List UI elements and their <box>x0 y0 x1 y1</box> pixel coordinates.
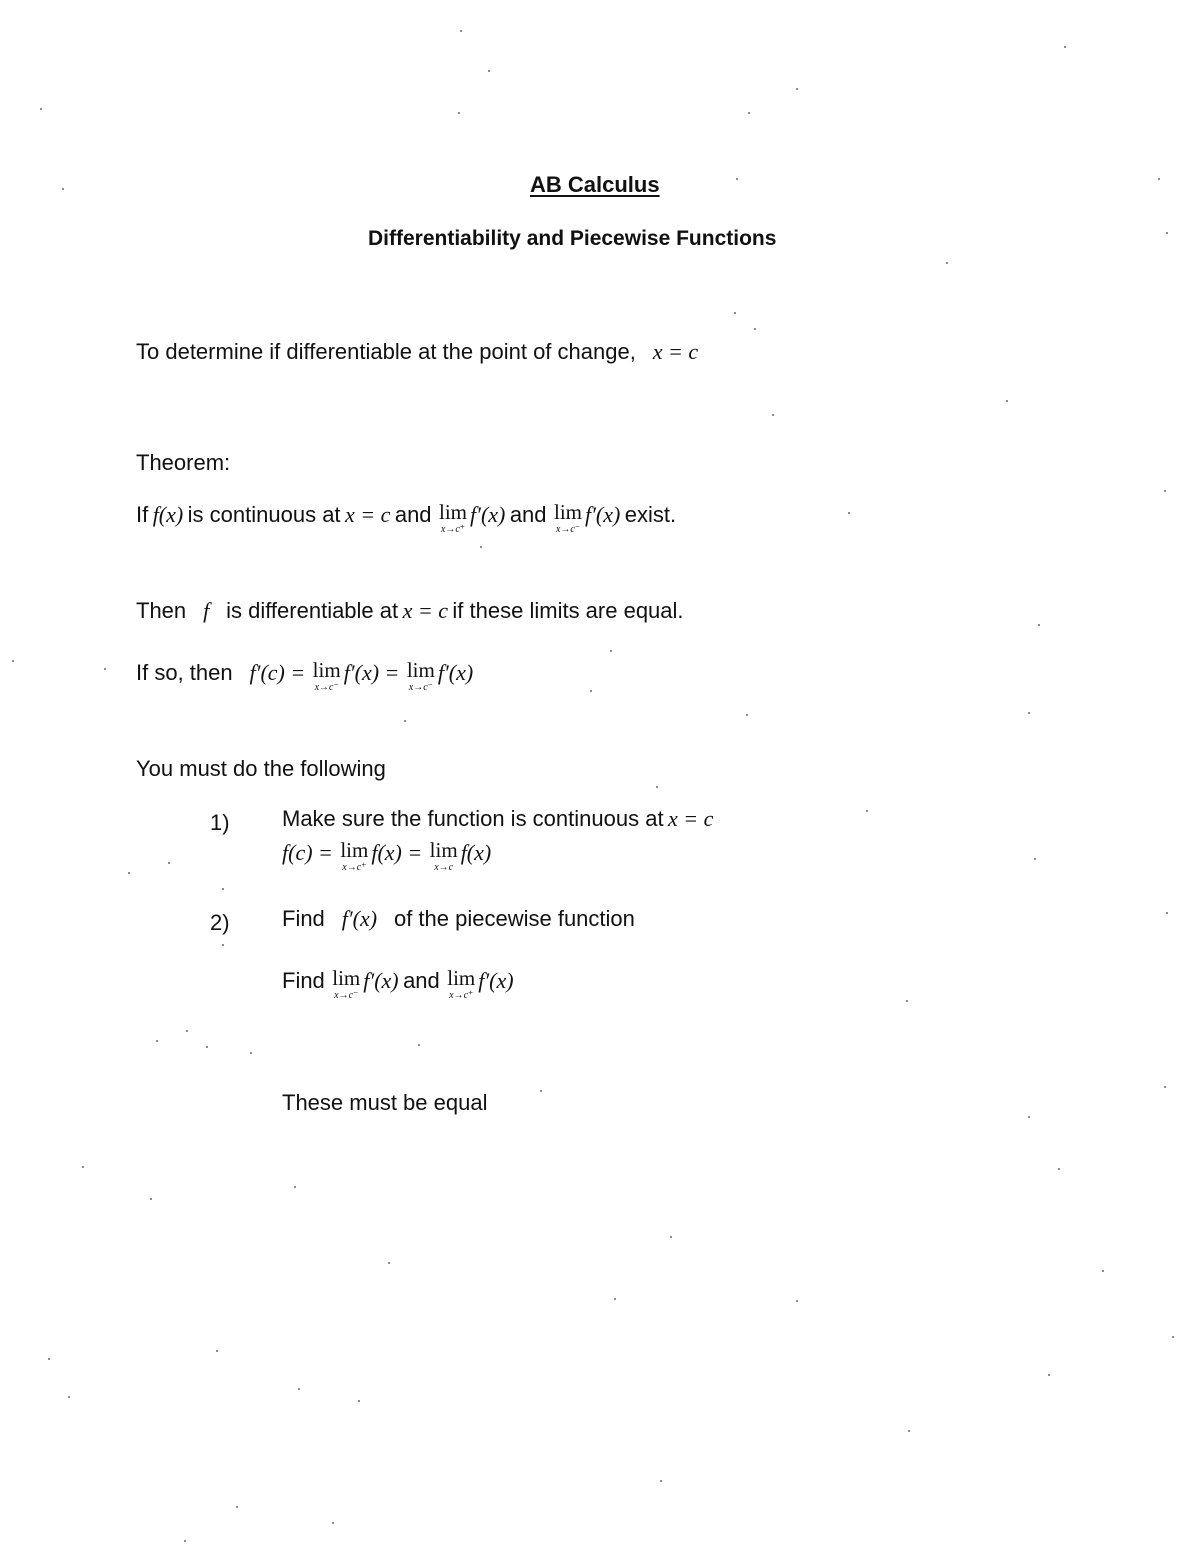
f-symbol: f <box>203 598 210 623</box>
limit-c <box>430 840 458 873</box>
step-2-number: 2) <box>210 910 230 935</box>
lim-word: lim <box>312 658 341 682</box>
fprime-expr-2: f′(x) <box>585 502 621 527</box>
lim-subscript: x→c⁻ <box>408 682 433 693</box>
step-2-text: of the piecewise function <box>393 906 635 931</box>
derivative-equality-line <box>136 660 473 693</box>
lim-word: lim <box>429 838 458 862</box>
fprime-x-expr-2: f′(x) <box>437 660 474 685</box>
lim-subscript-minus: x→c⁻ <box>555 524 581 535</box>
limit-right <box>340 840 368 873</box>
limit-right <box>447 968 475 1001</box>
lim-word: lim <box>406 658 435 682</box>
lim-word: lim <box>447 966 476 990</box>
intro-math: x = c <box>652 339 699 364</box>
fprime-x-expr: f′(x) <box>363 968 399 993</box>
x-eq-c-expr-2: x = c <box>402 598 448 623</box>
limit-left <box>332 968 360 1001</box>
fx-expr: f(x) = <box>371 840 423 865</box>
lim-subscript: x→c <box>434 862 454 873</box>
fprime-expr: f′(x) <box>341 906 378 931</box>
find-word: Find <box>282 906 325 931</box>
then-word: Then <box>136 598 187 623</box>
fx-expr: f(x) <box>152 502 184 527</box>
theorem-condition-line <box>136 502 676 535</box>
lim-subscript-plus: x→c⁺ <box>449 990 474 1001</box>
x-eq-c-expr: x = c <box>345 502 391 527</box>
step-1-text-line <box>282 806 713 832</box>
lim-word: lim <box>553 500 582 524</box>
theorem-conclusion-line <box>136 598 684 624</box>
intro-text: To determine if differentiable at the point of change, <box>136 339 636 364</box>
lim-subscript-plus: x→c⁺ <box>440 524 466 535</box>
fprime-x-expr-2: f′(x) <box>478 968 514 993</box>
fprime-x-expr: f′(x) = <box>343 660 400 685</box>
find-word-2: Find <box>282 968 325 993</box>
if-so-then: If so, then <box>136 660 233 685</box>
is-differentiable-text: is differentiable at <box>226 598 399 623</box>
fprime-c-expr: f′(c) = <box>249 660 306 685</box>
page-title: AB Calculus <box>530 172 660 197</box>
limit-left-2 <box>407 660 435 693</box>
fprime-expr: f′(x) <box>470 502 506 527</box>
conclusion-text: These must be equal <box>282 1090 488 1115</box>
step-1-math: x = c <box>668 806 714 831</box>
page-subtitle: Differentiability and Piecewise Functions <box>368 227 777 250</box>
lim-word: lim <box>332 966 361 990</box>
step-2-text-line <box>282 906 635 932</box>
limits-equal-text: if these limits are equal. <box>452 598 684 623</box>
continuous-at-text: is continuous at <box>187 502 341 527</box>
lim-subscript: x→c⁻ <box>314 682 339 693</box>
lim-word: lim <box>439 500 468 524</box>
if-word: If <box>136 502 149 527</box>
lim-subscript-plus: x→c⁺ <box>342 862 367 873</box>
theorem-label: Theorem: <box>136 450 231 475</box>
intro-line <box>136 339 698 365</box>
steps-heading: You must do the following <box>136 756 386 781</box>
limit-right <box>439 502 467 535</box>
fc-expr: f(c) = <box>282 840 333 865</box>
continuity-equation <box>282 840 491 873</box>
fx-expr-2: f(x) <box>460 840 492 865</box>
lim-word: lim <box>340 838 369 862</box>
one-sided-limits-line <box>282 968 514 1001</box>
step-1-text: Make sure the function is continuous at <box>282 806 664 831</box>
limit-left <box>554 502 582 535</box>
exist-word: exist. <box>624 502 677 527</box>
and-word: and <box>403 968 440 993</box>
and-word-2: and <box>509 502 547 527</box>
lim-subscript-minus: x→c⁻ <box>334 990 359 1001</box>
limit-left-1 <box>313 660 341 693</box>
step-1-number: 1) <box>210 810 230 835</box>
and-word: and <box>394 502 432 527</box>
